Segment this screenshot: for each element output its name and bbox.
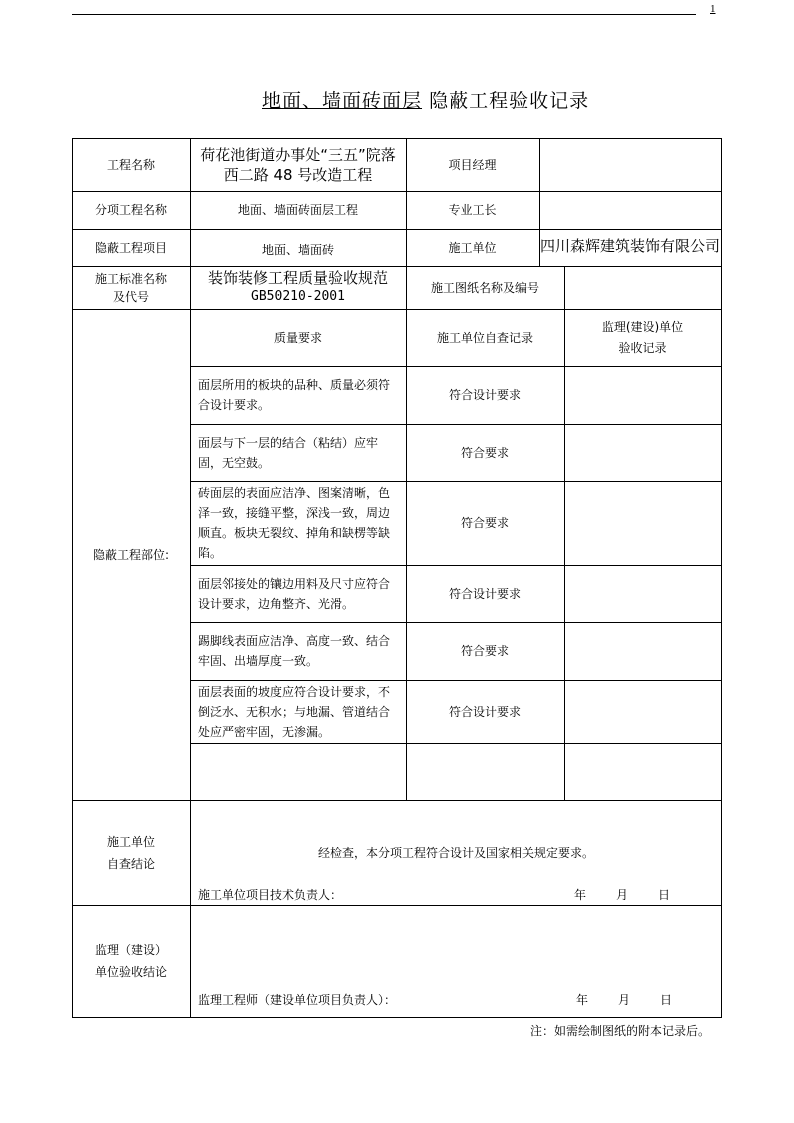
standard-label <box>72 266 190 309</box>
table-row-5-supervisor[interactable] <box>564 622 721 680</box>
table-row-1-self-check[interactable]: 符合设计要求 <box>448 388 521 402</box>
hidden-item-label: 隐蔽工程项目 <box>94 240 167 255</box>
column-header-supervisor-line2: 验收记录 <box>618 340 667 355</box>
self-conclusion-month: 月 <box>616 888 629 902</box>
table-row-3-supervisor[interactable] <box>564 481 721 565</box>
sub-project-value[interactable]: 地面、墙面砖面层工程 <box>237 203 358 217</box>
foreman-field[interactable] <box>539 191 721 229</box>
supervisor-conclusion-month: 月 <box>618 993 631 1007</box>
column-header-requirement: 质量要求 <box>273 330 322 345</box>
table-row-4-self-check[interactable]: 符合设计要求 <box>448 586 521 601</box>
supervisor-conclusion-label <box>72 905 190 1017</box>
table-row-6-supervisor[interactable] <box>564 680 721 743</box>
supervisor-conclusion-label-line2: 单位验收结论 <box>94 965 167 979</box>
table-row-3-self-check[interactable]: 符合要求 <box>460 516 509 530</box>
project-name-line1: 荷花池街道办事处“三五”院落 <box>200 145 396 164</box>
document-title <box>262 86 589 113</box>
standard-value-line2: GB50210-2001 <box>251 288 345 304</box>
supervisor-conclusion-day: 日 <box>660 993 673 1007</box>
hidden-section-label: 隐蔽工程部位: <box>92 547 170 562</box>
table-row-2-self-check[interactable]: 符合要求 <box>460 445 509 460</box>
table-row-5-requirement: 踢脚线表面应洁净、高度一致、结合牢固、出墙厚度一致。 <box>198 634 391 668</box>
table-row-5-self-check[interactable]: 符合要求 <box>460 644 509 658</box>
foreman-label: 专业工长 <box>448 203 497 217</box>
table-row-4-supervisor[interactable] <box>564 565 721 622</box>
column-header-self-check: 施工单位自查记录 <box>436 330 533 345</box>
page-number: 1 <box>710 3 716 15</box>
self-conclusion-signer-label: 施工单位项目技术负责人： <box>198 888 343 902</box>
drawing-field[interactable] <box>564 266 721 309</box>
self-conclusion-year: 年 <box>574 888 587 902</box>
supervisor-conclusion-signer-label: 监理工程师（建设单位项目负责人）： <box>198 993 397 1007</box>
self-conclusion-label-line2: 自查结论 <box>106 856 155 871</box>
self-conclusion-label <box>72 800 190 905</box>
table-row-6-requirement: 面层表面的坡度应符合设计要求，不倒泛水、无积水；与地漏、管道结合处应严密牢固，无渗漏。 <box>198 684 391 739</box>
footnote: 注：如需绘制图纸的附本记录后。 <box>530 1024 711 1038</box>
table-row-2-supervisor[interactable] <box>564 424 721 481</box>
self-conclusion-label-line1: 施工单位 <box>106 834 155 849</box>
column-header-supervisor <box>564 309 721 366</box>
self-conclusion-day: 日 <box>658 888 671 902</box>
self-conclusion-text[interactable]: 经检查，本分项工程符合设计及国家相关规定要求。 <box>318 846 595 860</box>
sub-project-label: 分项工程名称 <box>94 203 167 217</box>
project-name-label: 工程名称 <box>106 157 155 172</box>
supervisor-conclusion-label-line1: 监理（建设） <box>94 943 167 957</box>
table-row-7-self-check[interactable] <box>406 743 564 800</box>
standard-value-line1: 装饰装修工程质量验收规范 <box>207 268 388 287</box>
project-manager-field[interactable] <box>539 138 721 191</box>
table-row-1-supervisor[interactable] <box>564 366 721 424</box>
standard-label-line2: 及代号 <box>112 289 149 304</box>
contractor-value[interactable]: 四川森辉建筑装饰有限公司 <box>539 236 720 255</box>
table-row-4-requirement: 面层邻接处的镶边用料及尺寸应符合设计要求，边角整齐、光滑。 <box>198 576 391 611</box>
standard-value[interactable] <box>190 264 406 309</box>
table-row-7-requirement[interactable] <box>190 743 406 800</box>
header-rule <box>72 14 696 15</box>
contractor-label: 施工单位 <box>448 240 497 255</box>
project-name-value[interactable] <box>190 138 406 191</box>
inspection-record-table <box>72 138 722 1018</box>
column-header-supervisor-line1: 监理(建设)单位 <box>601 319 684 334</box>
project-manager-label: 项目经理 <box>448 157 497 172</box>
title-underlined-part: 地面、墙面砖面层 <box>262 90 423 112</box>
title-rest: 隐蔽工程验收记录 <box>429 90 590 112</box>
table-row-3-requirement: 砖面层的表面应洁净、图案清晰，色泽一致，接缝平整，深浅一致，周边顺直。板块无裂纹、掉角和缺楞等缺陷。 <box>198 486 391 560</box>
hidden-item-value[interactable]: 地面、墙面砖 <box>261 242 334 257</box>
project-name-line2: 西二路 48 号改造工程 <box>223 165 373 184</box>
standard-label-line1: 施工标准名称 <box>94 271 167 286</box>
drawing-label: 施工图纸名称及编号 <box>430 280 539 295</box>
table-row-2-requirement: 面层与下一层的结合（粘结）应牢固，无空鼓。 <box>198 435 379 470</box>
table-row-7-supervisor[interactable] <box>564 743 721 800</box>
table-row-6-self-check[interactable]: 符合设计要求 <box>448 704 521 719</box>
supervisor-conclusion-year: 年 <box>576 993 589 1007</box>
table-row-1-requirement: 面层所用的板块的品种、质量必须符合设计要求。 <box>198 378 391 412</box>
